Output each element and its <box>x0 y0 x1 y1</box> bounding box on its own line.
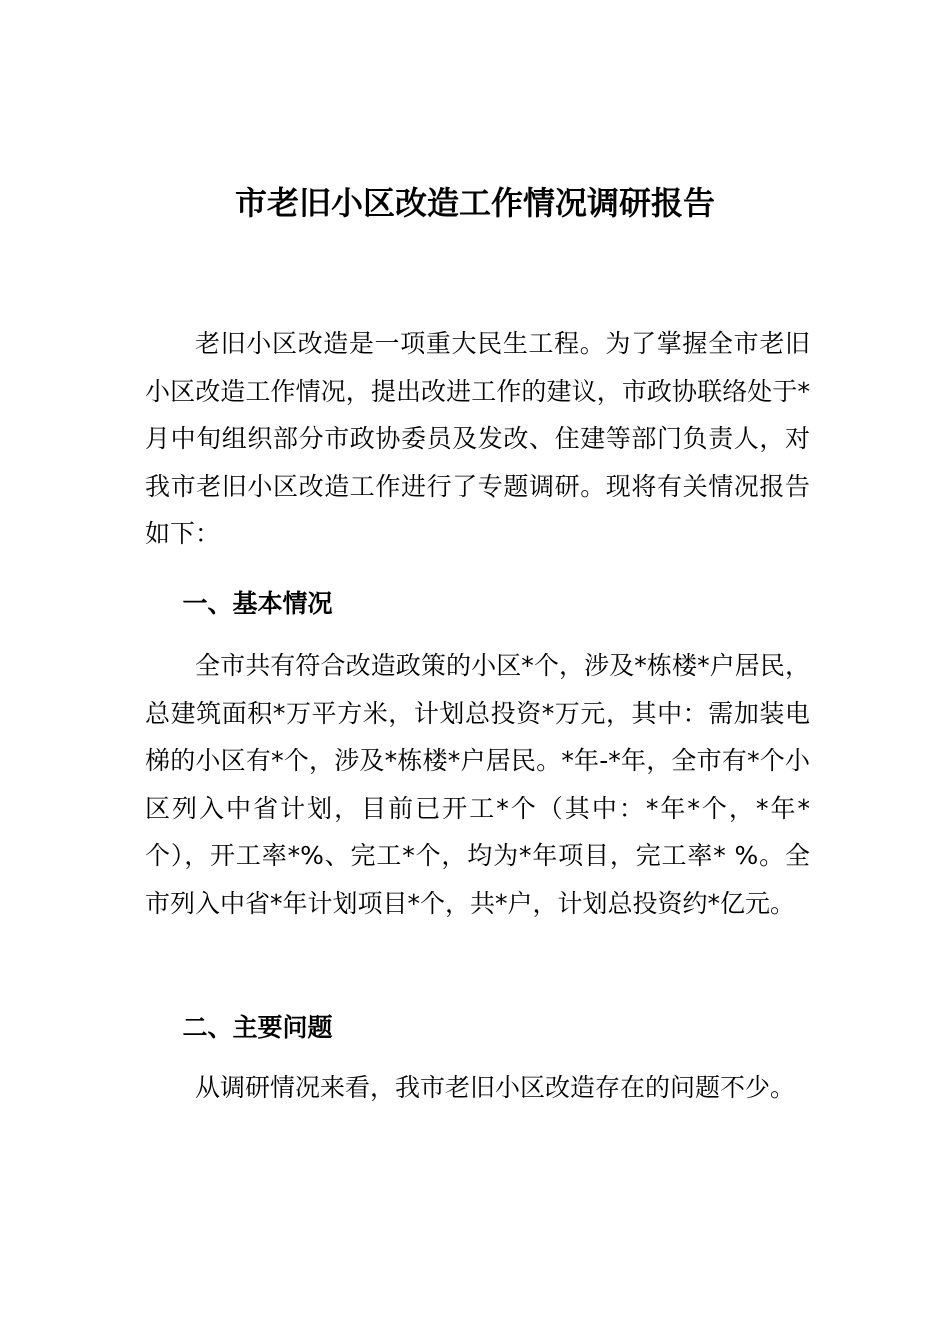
section-heading-problems: 二、主要问题 <box>182 1013 333 1042</box>
section-heading-basic: 一、基本情况 <box>182 589 333 618</box>
basic-situation-paragraph: 全市共有符合改造政策的小区*个，涉及*栋楼*户居民，总建筑面积*万平方米，计划总投资*万元，其中：需加装电梯的小区有*个，涉及*栋楼*户居民。*年-*年，全市有*个小区列入中省计划，目前已开工*个（其中：*年*个，*年*个），开工率*%、完工*个，均为*年项目，完工率* %。全市列入中省*年计划项目*个，共*户，计划总投资约*亿元。 <box>145 651 810 918</box>
intro-paragraph: 老旧小区改造是一项重大民生工程。为了掌握全市老旧小区改造工作情况，提出改进工作的建议，市政协联络处于*月中旬组织部分市政协委员及发改、住建等部门负责人，对我市老旧小区改造工作进行了专题调研。现将有关情况报告如下： <box>145 329 810 548</box>
problems-paragraph: 从调研情况来看，我市老旧小区改造存在的问题不少。 <box>195 1073 796 1102</box>
document-title: 市老旧小区改造工作情况调研报告 <box>234 184 715 222</box>
